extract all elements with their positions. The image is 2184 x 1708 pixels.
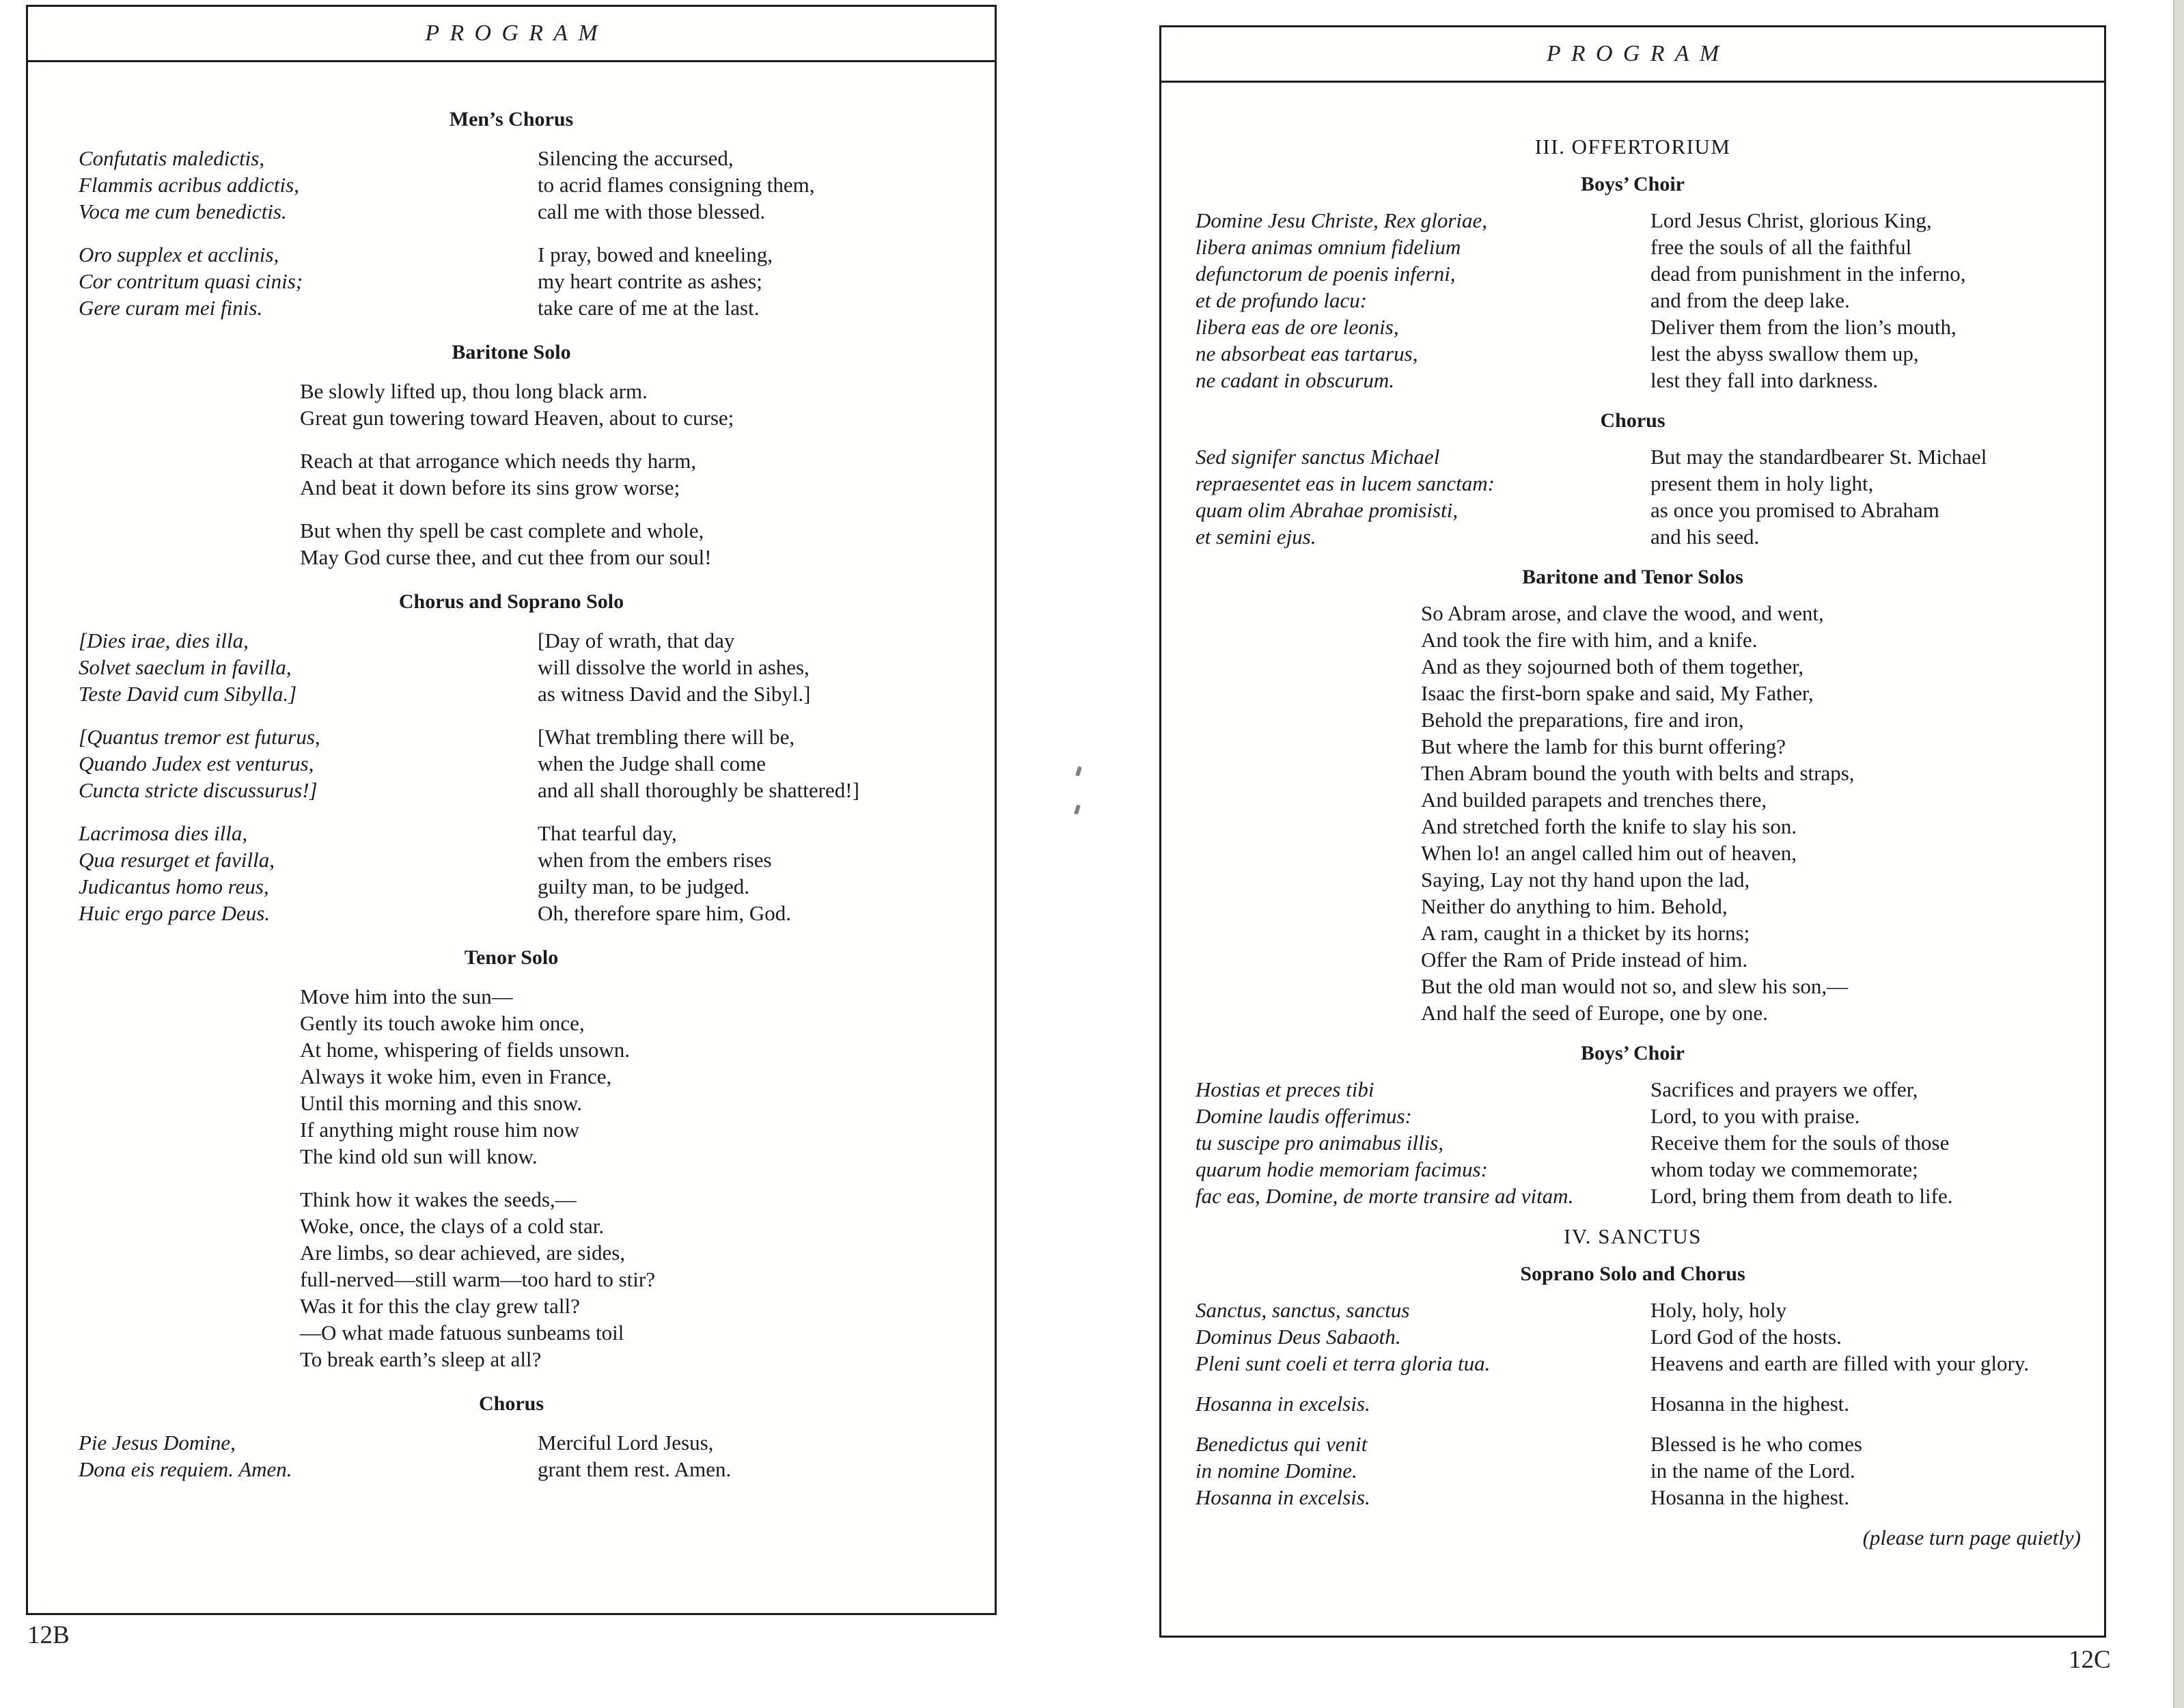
scan-artifact-mark	[1074, 804, 1081, 814]
verse-line: But when thy spell be cast complete and whole,	[300, 519, 704, 542]
latin-line: repraesentet eas in lucem sanctam:	[1195, 471, 1495, 495]
latin-line: Solvet saeclum in favilla,	[79, 655, 292, 679]
latin-stanza	[1195, 1431, 1650, 1511]
stanza-pair	[1161, 1431, 2104, 1511]
section-heading: Baritone Solo	[452, 341, 571, 363]
verse-line: If anything might rouse him now	[300, 1118, 579, 1142]
english-line: Deliver them from the lion’s mouth,	[1650, 315, 1957, 339]
english-line: free the souls of all the faithful	[1650, 235, 1912, 259]
latin-line: Sanctus, sanctus, sanctus	[1195, 1298, 1410, 1322]
stanza-pair	[1161, 1076, 2104, 1209]
english-line: call me with those blessed.	[538, 199, 766, 223]
verse-line: And as they sojourned both of them together,	[1421, 655, 1804, 678]
verse-line: But the old man would not so, and slew his son,—	[1421, 974, 1849, 998]
english-line: take care of me at the last.	[538, 296, 760, 320]
verse-line: Think how it wakes the seeds,—	[300, 1187, 577, 1211]
english-line: to acrid flames consigning them,	[538, 173, 815, 197]
english-translation-stanza	[538, 724, 995, 803]
english-line: and all shall thoroughly be shattered!]	[538, 778, 859, 802]
english-line: guilty man, to be judged.	[538, 874, 749, 898]
english-line: will dissolve the world in ashes,	[538, 655, 810, 679]
verse-stanza	[300, 983, 995, 1170]
section-heading: Baritone and Tenor Solos	[1522, 566, 1743, 588]
english-translation-stanza	[1650, 207, 2104, 394]
latin-stanza	[1195, 1390, 1650, 1417]
english-line: Hosanna in the highest.	[1650, 1485, 1850, 1509]
latin-stanza	[79, 724, 538, 803]
turn-page-note: (please turn page quietly)	[1862, 1526, 2081, 1549]
latin-line: libera eas de ore leonis,	[1195, 315, 1399, 339]
english-line: when the Judge shall come	[538, 752, 766, 775]
latin-stanza	[1195, 443, 1650, 550]
latin-line: quam olim Abrahae promisisti,	[1195, 498, 1459, 522]
latin-line: Dona eis requiem. Amen.	[79, 1457, 292, 1481]
latin-line: [Quantus tremor est futurus,	[79, 725, 320, 749]
stanza-pair	[28, 820, 995, 926]
program-page-right	[1159, 25, 2106, 1638]
english-translation-stanza	[1650, 1390, 2104, 1417]
verse-stanza	[1421, 600, 2104, 1026]
latin-stanza	[1195, 207, 1650, 394]
latin-line: Domine Jesu Christe, Rex gloriae,	[1195, 208, 1488, 232]
latin-stanza	[79, 241, 538, 321]
section-heading: Chorus	[1600, 409, 1665, 432]
verse-line: So Abram arose, and clave the wood, and went,	[1421, 601, 1824, 625]
movement-heading: III. OFFERTORIUM	[1534, 135, 1731, 159]
verse-line: And took the fire with him, and a knife.	[1421, 628, 1758, 652]
english-line: That tearful day,	[538, 821, 677, 845]
stanza-pair	[1161, 443, 2104, 550]
latin-line: tu suscipe pro animabus illis,	[1195, 1131, 1444, 1155]
verse-line: Saying, Lay not thy hand upon the lad,	[1421, 868, 1750, 892]
english-line: whom today we commemorate;	[1650, 1157, 1918, 1181]
latin-line: Pleni sunt coeli et terra gloria tua.	[1195, 1351, 1491, 1375]
latin-stanza	[1195, 1076, 1650, 1209]
page-number-right: 12C	[2069, 1646, 2111, 1674]
verse-line: Isaac the first-born spake and said, My Father,	[1421, 681, 1814, 705]
english-line: Holy, holy, holy	[1650, 1298, 1787, 1322]
verse-line: And beat it down before its sins grow worse;	[300, 476, 680, 499]
latin-line: libera animas omnium fidelium	[1195, 235, 1461, 259]
latin-line: fac eas, Domine, de morte transire ad vitam.	[1195, 1184, 1574, 1208]
page-content-right	[1161, 133, 2104, 1551]
page-header-band-right	[1161, 27, 2104, 83]
english-translation-stanza	[1650, 1076, 2104, 1209]
english-translation-stanza	[1650, 1297, 2104, 1377]
latin-line: et semini ejus.	[1195, 525, 1316, 549]
verse-line: And builded parapets and trenches there,	[1421, 788, 1767, 812]
verse-line: At home, whispering of fields unsown.	[300, 1038, 631, 1062]
latin-stanza	[79, 1429, 538, 1483]
english-line: in the name of the Lord.	[1650, 1459, 1855, 1483]
english-line: Oh, therefore spare him, God.	[538, 901, 792, 925]
latin-line: Domine laudis offerimus:	[1195, 1104, 1412, 1128]
verse-line: And stretched forth the knife to slay his son.	[1421, 814, 1797, 838]
page-content-left	[28, 106, 995, 1483]
english-line: Lord Jesus Christ, glorious King,	[1650, 208, 1932, 232]
latin-line: quarum hodie memoriam facimus:	[1195, 1157, 1488, 1181]
stanza-pair	[28, 241, 995, 321]
section-heading: Chorus and Soprano Solo	[398, 590, 624, 613]
latin-stanza	[79, 627, 538, 707]
verse-line: Great gun towering toward Heaven, about to curse;	[300, 406, 734, 430]
verse-stanza	[300, 447, 995, 501]
english-line: my heart contrite as ashes;	[538, 269, 762, 293]
stanza-pair	[28, 1429, 995, 1483]
latin-line: Flammis acribus addictis,	[79, 173, 299, 197]
verse-stanza	[300, 378, 995, 431]
english-line: Silencing the accursed,	[538, 146, 734, 170]
program-page-left	[26, 5, 997, 1615]
latin-line: Huic ergo parce Deus.	[79, 901, 271, 925]
page-number-left: 12B	[27, 1621, 70, 1649]
verse-line: But where the lamb for this burnt offering?	[1421, 734, 1786, 758]
verse-line: Gently its touch awoke him once,	[300, 1011, 585, 1035]
latin-line: Cuncta stricte discussurus!]	[79, 778, 318, 802]
latin-line: Hostias et preces tibi	[1195, 1077, 1374, 1101]
program-title: PROGRAM	[425, 20, 608, 46]
stanza-pair	[1161, 207, 2104, 394]
section-heading: Boys’ Choir	[1581, 1042, 1685, 1064]
verse-line: To break earth’s sleep at all?	[300, 1347, 542, 1371]
latin-line: Oro supplex et acclinis,	[79, 243, 279, 266]
english-line: Blessed is he who comes	[1650, 1432, 1862, 1456]
latin-line: Pie Jesus Domine,	[79, 1431, 236, 1455]
latin-line: et de profundo lacu:	[1195, 288, 1368, 312]
english-line: Hosanna in the highest.	[1650, 1392, 1850, 1416]
latin-line: ne cadant in obscurum.	[1195, 368, 1395, 392]
latin-line: Gere curam mei finis.	[79, 296, 263, 320]
verse-line: When lo! an angel called him out of heaven,	[1421, 841, 1797, 865]
english-translation-stanza	[1650, 443, 2104, 550]
english-line: Receive them for the souls of those	[1650, 1131, 1950, 1155]
scan-artifact-mark	[1075, 766, 1082, 776]
latin-line: Sed signifer sanctus Michael	[1195, 445, 1440, 469]
verse-line: Always it woke him, even in France,	[300, 1064, 612, 1088]
english-line: Lord, bring them from death to life.	[1650, 1184, 1953, 1208]
english-line: lest the abyss swallow them up,	[1650, 342, 1919, 366]
section-heading: Chorus	[478, 1392, 544, 1415]
latin-line: Cor contritum quasi cinis;	[79, 269, 303, 293]
latin-line: Quando Judex est venturus,	[79, 752, 314, 775]
verse-line: Reach at that arrogance which needs thy harm,	[300, 449, 697, 473]
latin-line: Confutatis maledictis,	[79, 146, 265, 170]
verse-line: And half the seed of Europe, one by one.	[1421, 1001, 1768, 1025]
verse-stanza	[300, 517, 995, 570]
verse-line: full-nerved—still warm—too hard to stir?	[300, 1267, 655, 1291]
latin-stanza	[79, 820, 538, 926]
latin-line: ne absorbeat eas tartarus,	[1195, 342, 1418, 366]
stanza-pair	[28, 627, 995, 707]
latin-line: Qua resurget et favilla,	[79, 848, 275, 872]
english-line: lest they fall into darkness.	[1650, 368, 1879, 392]
english-line: [Day of wrath, that day	[538, 629, 735, 652]
latin-line: Dominus Deus Sabaoth.	[1195, 1325, 1401, 1349]
english-translation-stanza	[538, 145, 995, 225]
english-line: Merciful Lord Jesus,	[538, 1431, 714, 1455]
english-line: Heavens and earth are filled with your glory.	[1650, 1351, 2030, 1375]
english-line: But may the standardbearer St. Michael	[1650, 445, 1987, 469]
verse-line: Was it for this the clay grew tall?	[300, 1294, 580, 1318]
english-line: Sacrifices and prayers we offer,	[1650, 1077, 1918, 1101]
latin-line: Hosanna in excelsis.	[1195, 1392, 1370, 1416]
movement-heading: IV. SANCTUS	[1564, 1224, 1702, 1248]
verse-line: Are limbs, so dear achieved, are sides,	[300, 1241, 626, 1265]
verse-line: —O what made fatuous sunbeams toil	[300, 1321, 624, 1345]
latin-line: Hosanna in excelsis.	[1195, 1485, 1370, 1509]
latin-line: [Dies irae, dies illa,	[79, 629, 249, 652]
verse-line: The kind old sun will know.	[300, 1144, 538, 1168]
latin-line: Lacrimosa dies illa,	[79, 821, 248, 845]
verse-line: Woke, once, the clays of a cold star.	[300, 1214, 605, 1238]
latin-line: Teste David cum Sibylla.]	[79, 682, 297, 706]
english-translation-stanza	[1650, 1431, 2104, 1511]
english-line: as once you promised to Abraham	[1650, 498, 1939, 522]
book-edge-strip	[2173, 0, 2184, 1708]
section-heading: Boys’ Choir	[1581, 173, 1685, 195]
verse-line: Then Abram bound the youth with belts and straps,	[1421, 761, 1855, 785]
latin-line: in nomine Domine.	[1195, 1459, 1357, 1483]
english-line: Lord, to you with praise.	[1650, 1104, 1860, 1128]
verse-line: Neither do anything to him. Behold,	[1421, 894, 1728, 918]
english-translation-stanza	[538, 627, 995, 707]
program-title: PROGRAM	[1546, 41, 1730, 66]
english-line: and from the deep lake.	[1650, 288, 1850, 312]
section-heading: Tenor Solo	[464, 946, 559, 969]
english-line: as witness David and the Sibyl.]	[538, 682, 811, 706]
english-line: and his seed.	[1650, 525, 1760, 549]
verse-line: A ram, caught in a thicket by its horns;	[1421, 921, 1750, 945]
latin-line: Benedictus qui venit	[1195, 1432, 1368, 1456]
english-translation-stanza	[538, 820, 995, 926]
english-translation-stanza	[538, 241, 995, 321]
stanza-pair	[28, 724, 995, 803]
english-line: when from the embers rises	[538, 848, 772, 872]
english-line: I pray, bowed and kneeling,	[538, 243, 773, 266]
stanza-pair	[1161, 1390, 2104, 1417]
english-translation-stanza	[538, 1429, 995, 1483]
verse-line: Be slowly lifted up, thou long black arm.	[300, 379, 648, 403]
latin-line: Judicantus homo reus,	[79, 874, 269, 898]
english-line: [What trembling there will be,	[538, 725, 795, 749]
english-line: dead from punishment in the inferno,	[1650, 262, 1966, 286]
stanza-pair	[28, 145, 995, 225]
verse-line: May God curse thee, and cut thee from our soul!	[300, 545, 712, 569]
verse-line: Until this morning and this snow.	[300, 1091, 583, 1115]
latin-line: Voca me cum benedictis.	[79, 199, 287, 223]
verse-line: Offer the Ram of Pride instead of him.	[1421, 948, 1748, 972]
stanza-pair	[1161, 1297, 2104, 1377]
page-header-band-left	[28, 7, 995, 62]
english-line: grant them rest. Amen.	[538, 1457, 732, 1481]
section-heading: Soprano Solo and Chorus	[1520, 1263, 1745, 1285]
english-line: Lord God of the hosts.	[1650, 1325, 1842, 1349]
latin-stanza	[1195, 1297, 1650, 1377]
section-heading: Men’s Chorus	[449, 108, 574, 130]
verse-line: Move him into the sun—	[300, 984, 513, 1008]
verse-stanza	[300, 1186, 995, 1373]
latin-line: defunctorum de poenis inferni,	[1195, 262, 1456, 286]
english-line: present them in holy light,	[1650, 471, 1874, 495]
verse-line: Behold the preparations, fire and iron,	[1421, 708, 1744, 732]
latin-stanza	[79, 145, 538, 225]
